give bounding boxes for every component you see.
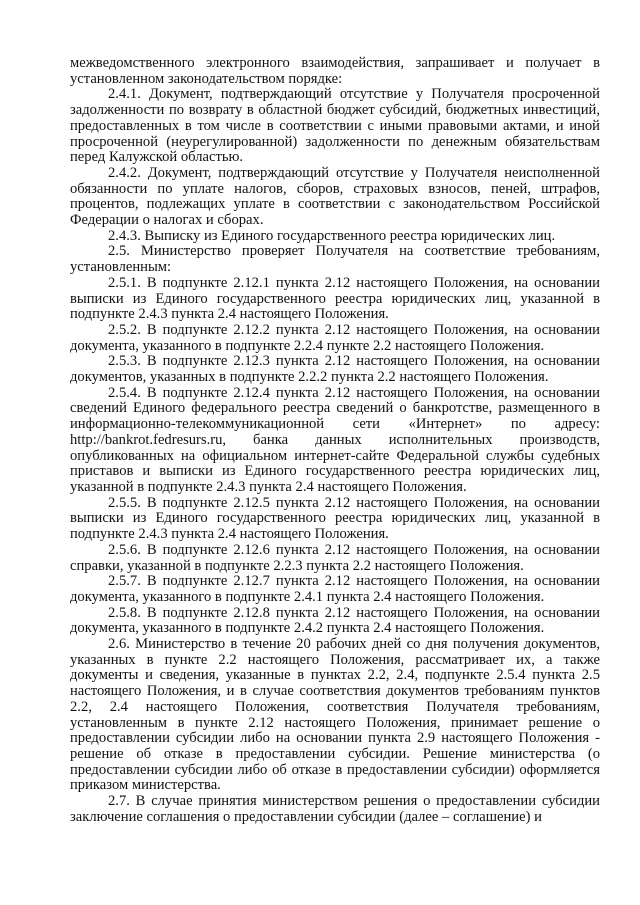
paragraph-2-5-5: 2.5.5. В подпункте 2.12.5 пункта 2.12 настоящего Положения, на основании выписки из Единого государственного реестра юридических лиц, указанной в подпункте 2.4.3 пункта 2.4 настоящего Положения. <box>70 494 600 543</box>
paragraph-intro: межведомственного электронного взаимодействия, запрашивает и получает в установленном законодательством порядке: <box>70 55 600 87</box>
paragraph-2-5-7: 2.5.7. В подпункте 2.12.7 пункта 2.12 настоящего Положения, на основании документа, указанного в подпункте 2.4.1 пункта 2.4 настоящего Положения. <box>70 573 600 605</box>
paragraph-2-4-2: 2.4.2. Документ, подтверждающий отсутствие у Получателя неисполненной обязанности по уплате налогов, сборов, страховых взносов, пеней, штрафов, процентов, подлежащих уплате в соответствии с законодательством Российской Федерации о налогах и сборах. <box>70 164 600 229</box>
paragraph-2-5-4: 2.5.4. В подпункте 2.12.4 пункта 2.12 настоящего Положения, на основании сведений Единого федерального реестра сведений о банкротстве, размещенного в информационно-телекоммуникационной сети «Интернет» по адресу: http://bankrot.fedresurs.ru, банка данных исполнительных производств, опубликованных на официальном интернет-сайте Федеральной службы судебных приставов и выписки из Единого государственного реестра юридических лиц, указанной в подпункте 2.4.3 пункта 2.4 настоящего Положения. <box>70 384 600 495</box>
document-page <box>70 56 600 825</box>
paragraph-2-6: 2.6. Министерство в течение 20 рабочих дней со дня получения документов, указанных в пункте 2.2 настоящего Положения, рассматривает их, а также документы и сведения, указанные в пунктах 2.2, 2.4, подпункте 2.5.4 пункта 2.5 настоящего Положения, и в случае соответствия документов требованиям пунктов 2.2, 2.4 настоящего Положения, соответствия Получателя требованиям, установленным в пункте 2.12 настоящего Положения, принимает решение о предоставлении субсидии либо на основании пункта 2.9 настоящего Положения - решение об отказе в предоставлении субсидии. Решение министерства (о предоставлении субсидии либо об отказе в предоставлении субсидии) оформляется приказом министерства. <box>70 636 600 794</box>
paragraph-2-4-1: 2.4.1. Документ, подтверждающий отсутствие у Получателя просроченной задолженности по возврату в областной бюджет субсидий, бюджетных инвестиций, предоставленных в том числе в соответствии с иными правовыми актами, и иной просроченной (неурегулированной) задолженности по денежным обязательствам перед Калужской областью. <box>70 86 600 166</box>
paragraph-2-5-2: 2.5.2. В подпункте 2.12.2 пункта 2.12 настоящего Положения, на основании документа, указанного в подпункте 2.2.4 пункте 2.2 настоящего Положения. <box>70 321 600 354</box>
paragraph-2-5-6: 2.5.6. В подпункте 2.12.6 пункта 2.12 настоящего Положения, на основании справки, указанной в подпункте 2.2.3 пункта 2.2 настоящего Положения. <box>70 541 600 574</box>
paragraph-2-7: 2.7. В случае принятия министерством решения о предоставлении субсидии заключение соглашения о предоставлении субсидии (далее – соглашение) и <box>70 793 600 825</box>
paragraph-2-5: 2.5. Министерство проверяет Получателя на соответствие требованиям, установленным: <box>70 243 600 276</box>
paragraph-2-5-3: 2.5.3. В подпункте 2.12.3 пункта 2.12 настоящего Положения, на основании документов, указанных в подпункте 2.2.2 пункта 2.2 настоящего Положения. <box>70 353 600 386</box>
paragraph-2-5-8: 2.5.8. В подпункте 2.12.8 пункта 2.12 настоящего Положения, на основании документа, указанного в подпункте 2.4.2 пункта 2.4 настоящего Положения. <box>70 604 600 637</box>
paragraph-2-4-3: 2.4.3. Выписку из Единого государственного реестра юридических лиц. <box>108 227 556 244</box>
paragraph-2-5-1: 2.5.1. В подпункте 2.12.1 пункта 2.12 настоящего Положения, на основании выписки из Единого государственного реестра юридических лиц, указанной в подпункте 2.4.3 пункта 2.4 настоящего Положения. <box>70 274 600 323</box>
